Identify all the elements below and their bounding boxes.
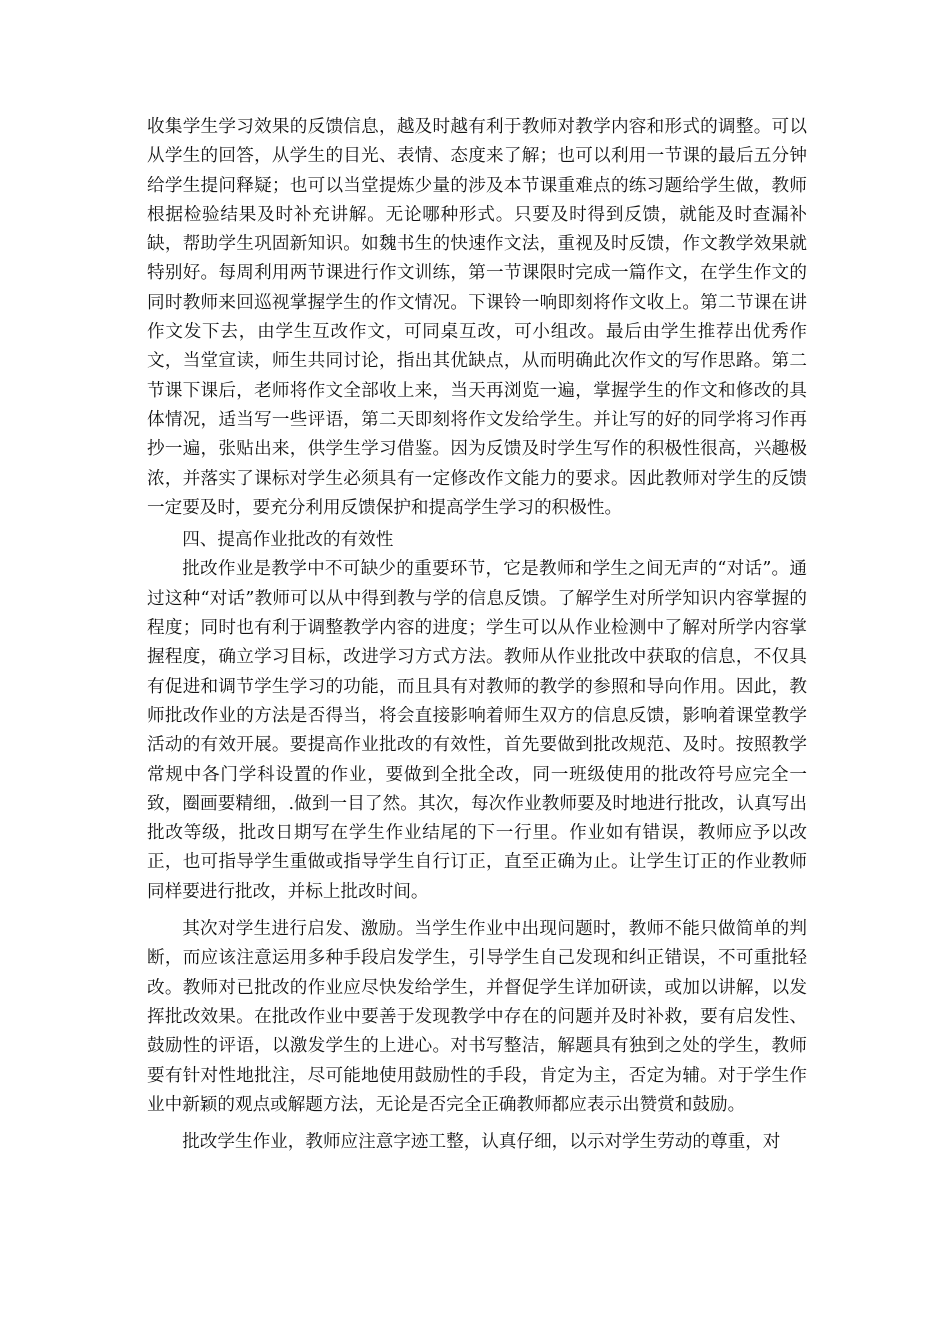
paragraph-homework-correction: 批改作业是教学中不可缺少的重要环节，它是教师和学生之间无声的“对话”。通过这种“对话”教师可以从中得到教与学的信息反馈。了解学生对所学知识内容掌握的程度；同时也有利于调整教学内容的进度；学生可以从作业检测中了解对所学内容掌握程度，确立学习目标，改进学习方式方法。教师从作业批改中获取的信息，不仅具有促进和调节学生学习的功能，而且具有对教师的教学的参照和导向作用。因此，教师批改作业的方法是否得当，将会直接影响着师生双方的信息反馈，影响着课堂教学活动的有效开展。要提高作业批改的有效性，首先要做到批改规范、及时。按照教学常规中各门学科设置的作业，要做到全批全改，同一班级使用的批改符号应完全一致，圈画要精细，.做到一目了然。其次，每次作业教师要及时地进行批改，认真写出批改等级，批改日期写在学生作业结尾的下一行里。作业如有错误，教师应予以改正，也可指导学生重做或指导学生自行订正，直至正确为止。让学生订正的作业教师同样要进行批改，并标上批改时间。 bbox=[147, 559, 807, 902]
paragraph-handwriting: 批改学生作业，教师应注意字迹工整，认真仔细，以示对学生劳动的尊重，对 bbox=[182, 1132, 781, 1153]
section-heading-homework: 四、提高作业批改的有效性 bbox=[182, 530, 394, 551]
document-body bbox=[147, 113, 807, 1157]
paragraph-inspire-encourage: 其次对学生进行启发、激励。当学生作业中出现问题时，教师不能只做简单的判断，而应该注意运用多种手段启发学生，引导学生自己发现和纠正错误，不可重批轻改。教师对已批改的作业应尽快发给学生，并督促学生详加研读，或加以讲解，以发挥批改效果。在批改作业中要善于发现教学中存在的问题并及时补救，要有启发性、鼓励性的评语，以激发学生的上进心。对书写整洁，解题具有独到之处的学生，教师要有针对性地批注，尽可能地使用鼓励性的手段，肯定为主，否定为辅。对于学生作业中新颖的观点或解题方法，无论是否完全正确教师都应表示出赞赏和鼓励。 bbox=[147, 919, 807, 1115]
paragraph-feedback: 收集学生学习效果的反馈信息，越及时越有利于教师对教学内容和形式的调整。可以从学生的回答，从学生的目光、表情、态度来了解；也可以利用一节课的最后五分钟给学生提问释疑；也可以当堂提炼少量的涉及本节课重难点的练习题给学生做，教师根据检验结果及时补充讲解。无论哪种形式。只要及时得到反馈，就能及时查漏补缺，帮助学生巩固新知识。如魏书生的快速作文法，重视及时反馈，作文教学效果就特别好。每周利用两节课进行作文训练，第一节课限时完成一篇作文，在学生作文的同时教师来回巡视掌握学生的作文情况。下课铃一响即刻将作文收上。第二节课在讲作文发下去，由学生互改作文，可同桌互改，可小组改。最后由学生推荐出优秀作文，当堂宣读，师生共同讨论，指出其优缺点，从而明确此次作文的写作思路。第二节课下课后，老师将作文全部收上来，当天再浏览一遍，掌握学生的作文和修改的具体情况，适当写一些评语，第二天即刻将作文发给学生。并让写的好的同学将习作再抄一遍，张贴出来，供学生学习借鉴。因为反馈及时学生写作的积极性很高，兴趣极浓，并落实了课标对学生必须具有一定修改作文能力的要求。因此教师对学生的反馈一定要及时，要充分利用反馈保护和提高学生学习的积极性。 bbox=[147, 117, 807, 518]
